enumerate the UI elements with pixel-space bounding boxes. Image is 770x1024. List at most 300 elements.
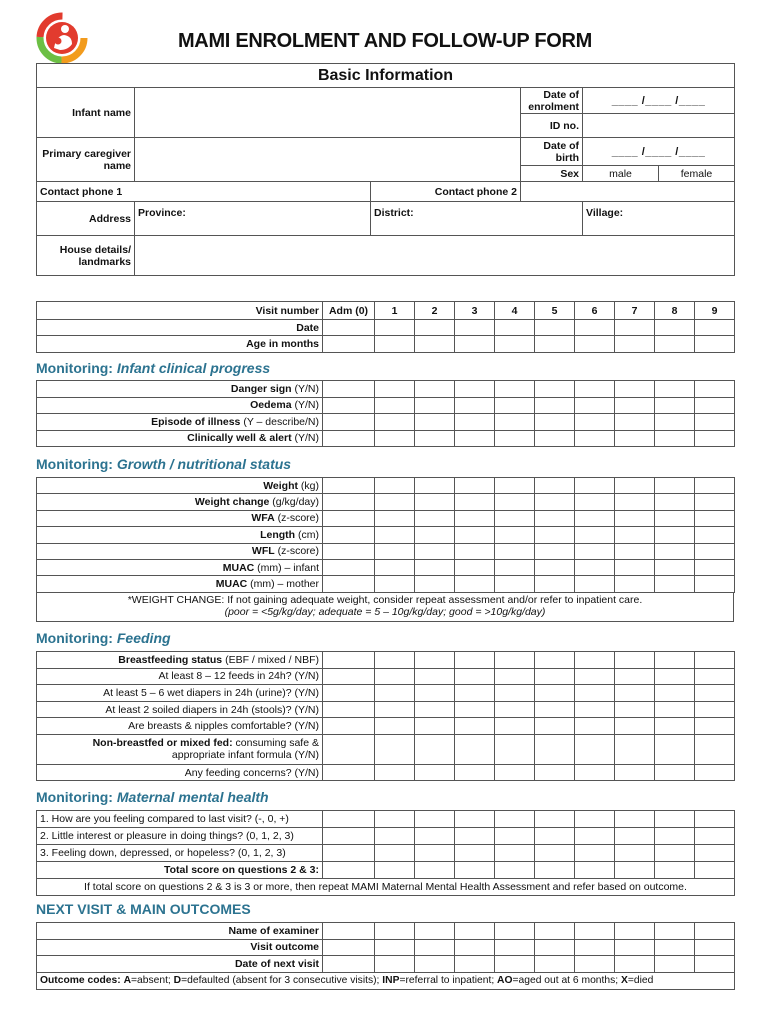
entry-cell[interactable] (655, 923, 695, 940)
entry-cell[interactable] (455, 811, 495, 828)
entry-cell[interactable] (615, 811, 655, 828)
entry-cell[interactable] (695, 685, 735, 702)
entry-cell[interactable] (455, 336, 495, 353)
entry-cell[interactable] (535, 685, 575, 702)
entry-cell[interactable] (655, 764, 695, 781)
entry-cell[interactable] (415, 510, 455, 526)
entry-cell[interactable] (455, 430, 495, 447)
entry-cell[interactable] (495, 543, 535, 559)
entry-cell[interactable] (375, 336, 415, 353)
table-row (37, 811, 735, 828)
entry-cell[interactable] (655, 397, 695, 414)
entry-cell[interactable] (455, 718, 495, 735)
entry-cell[interactable] (323, 381, 375, 398)
entry-cell[interactable] (455, 576, 495, 592)
entry-cell[interactable] (615, 652, 655, 669)
entry-cell[interactable] (323, 336, 375, 353)
entry-cell[interactable] (615, 478, 655, 494)
entry-cell[interactable] (375, 828, 415, 845)
entry-cell[interactable] (575, 862, 615, 879)
entry-cell[interactable] (323, 668, 375, 685)
entry-cell[interactable] (695, 862, 735, 879)
entry-cell[interactable] (495, 397, 535, 414)
entry-cell[interactable] (655, 701, 695, 718)
entry-cell[interactable] (615, 668, 655, 685)
entry-cell[interactable] (375, 764, 415, 781)
entry-cell[interactable] (323, 527, 375, 543)
infant-name-field[interactable] (135, 88, 521, 138)
entry-cell[interactable] (695, 336, 735, 353)
entry-cell[interactable] (575, 668, 615, 685)
entry-cell[interactable] (575, 939, 615, 956)
entry-cell[interactable] (535, 734, 575, 764)
entry-cell[interactable] (415, 576, 455, 592)
visit-col-4: 4 (495, 302, 535, 320)
entry-cell[interactable] (375, 478, 415, 494)
row-label-text: (z-score) (274, 512, 319, 525)
village-field[interactable]: Village: (583, 202, 735, 236)
entry-cell[interactable] (375, 576, 415, 592)
entry-cell[interactable] (455, 845, 495, 862)
entry-cell[interactable] (535, 559, 575, 575)
mental-total-label: Total score on questions 2 & 3: (37, 862, 323, 879)
entry-cell[interactable] (495, 734, 535, 764)
entry-cell[interactable] (415, 811, 455, 828)
entry-cell[interactable] (495, 811, 535, 828)
entry-cell[interactable] (615, 845, 655, 862)
entry-cell[interactable] (323, 718, 375, 735)
entry-cell[interactable] (615, 320, 655, 336)
entry-cell[interactable] (575, 828, 615, 845)
entry-cell[interactable] (375, 320, 415, 336)
entry-cell[interactable] (495, 414, 535, 431)
entry-cell[interactable] (575, 430, 615, 447)
entry-cell[interactable] (495, 430, 535, 447)
entry-cell[interactable] (455, 701, 495, 718)
entry-cell[interactable] (323, 956, 375, 973)
province-field[interactable]: Province: (135, 202, 371, 236)
sex-female-option[interactable]: female (659, 166, 735, 182)
entry-cell[interactable] (375, 510, 415, 526)
entry-cell[interactable] (615, 543, 655, 559)
table-row (37, 336, 735, 353)
entry-cell[interactable] (375, 685, 415, 702)
table-row (37, 320, 735, 336)
entry-cell[interactable] (655, 685, 695, 702)
infant-name-label: Infant name (37, 88, 135, 138)
entry-cell[interactable] (575, 845, 615, 862)
entry-cell[interactable] (495, 718, 535, 735)
entry-cell[interactable] (535, 397, 575, 414)
entry-cell[interactable] (455, 668, 495, 685)
entry-cell[interactable] (455, 478, 495, 494)
entry-cell[interactable] (615, 527, 655, 543)
entry-cell[interactable] (455, 559, 495, 575)
entry-cell[interactable] (615, 939, 655, 956)
entry-cell[interactable] (375, 701, 415, 718)
entry-cell[interactable] (495, 336, 535, 353)
entry-cell[interactable] (535, 923, 575, 940)
entry-cell[interactable] (323, 811, 375, 828)
entry-cell[interactable] (575, 414, 615, 431)
entry-cell[interactable] (323, 652, 375, 669)
entry-cell[interactable] (455, 828, 495, 845)
entry-cell[interactable] (375, 381, 415, 398)
entry-cell[interactable] (415, 718, 455, 735)
entry-cell[interactable] (535, 701, 575, 718)
entry-cell[interactable] (375, 956, 415, 973)
entry-cell[interactable] (695, 478, 735, 494)
house-details-field[interactable] (135, 236, 735, 276)
entry-cell[interactable] (695, 320, 735, 336)
entry-cell[interactable] (323, 494, 375, 510)
entry-cell[interactable] (375, 811, 415, 828)
district-field[interactable]: District: (371, 202, 583, 236)
entry-cell[interactable] (575, 764, 615, 781)
entry-cell[interactable] (535, 652, 575, 669)
entry-cell[interactable] (535, 414, 575, 431)
contact2-field[interactable] (521, 182, 735, 202)
entry-cell[interactable] (695, 764, 735, 781)
entry-cell[interactable] (495, 764, 535, 781)
entry-cell[interactable] (415, 478, 455, 494)
entry-cell[interactable] (375, 527, 415, 543)
entry-cell[interactable] (615, 923, 655, 940)
entry-cell[interactable] (495, 652, 535, 669)
entry-cell[interactable] (575, 559, 615, 575)
entry-cell[interactable] (495, 685, 535, 702)
entry-cell[interactable] (655, 718, 695, 735)
entry-cell[interactable] (575, 685, 615, 702)
table-row (37, 923, 735, 940)
entry-cell[interactable] (695, 668, 735, 685)
sex-male-option[interactable]: male (583, 166, 659, 182)
entry-cell[interactable] (575, 734, 615, 764)
entry-cell[interactable] (575, 336, 615, 353)
entry-cell[interactable] (655, 576, 695, 592)
entry-cell[interactable] (575, 381, 615, 398)
entry-cell[interactable] (695, 543, 735, 559)
row-label (37, 718, 323, 735)
entry-cell[interactable] (415, 923, 455, 940)
entry-cell[interactable] (495, 668, 535, 685)
entry-cell[interactable] (455, 320, 495, 336)
entry-cell[interactable] (535, 939, 575, 956)
entry-cell[interactable] (535, 718, 575, 735)
entry-cell[interactable] (575, 320, 615, 336)
entry-cell[interactable] (323, 576, 375, 592)
entry-cell[interactable] (375, 939, 415, 956)
visit-col-9: 9 (695, 302, 735, 320)
date-enrol-field[interactable]: ____ /____ /____ (583, 88, 735, 114)
entry-cell[interactable] (455, 685, 495, 702)
entry-cell[interactable] (655, 811, 695, 828)
table-row (37, 939, 735, 956)
entry-cell[interactable] (535, 862, 575, 879)
entry-cell[interactable] (695, 956, 735, 973)
entry-cell[interactable] (655, 543, 695, 559)
entry-cell[interactable] (615, 701, 655, 718)
entry-cell[interactable] (575, 652, 615, 669)
entry-cell[interactable] (615, 397, 655, 414)
entry-cell[interactable] (415, 381, 455, 398)
entry-cell[interactable] (615, 381, 655, 398)
entry-cell[interactable] (535, 381, 575, 398)
entry-cell[interactable] (375, 718, 415, 735)
entry-cell[interactable] (655, 559, 695, 575)
entry-cell[interactable] (415, 320, 455, 336)
id-no-field[interactable] (583, 114, 735, 138)
entry-cell[interactable] (575, 956, 615, 973)
entry-cell[interactable] (323, 701, 375, 718)
entry-cell[interactable] (415, 527, 455, 543)
entry-cell[interactable] (415, 430, 455, 447)
entry-cell[interactable] (415, 845, 455, 862)
entry-cell[interactable] (615, 336, 655, 353)
entry-cell[interactable] (455, 414, 495, 431)
entry-cell[interactable] (615, 862, 655, 879)
entry-cell[interactable] (615, 956, 655, 973)
entry-cell[interactable] (655, 320, 695, 336)
entry-cell[interactable] (323, 828, 375, 845)
entry-cell[interactable] (455, 923, 495, 940)
entry-cell[interactable] (415, 862, 455, 879)
entry-cell[interactable] (695, 576, 735, 592)
entry-cell[interactable] (455, 956, 495, 973)
entry-cell[interactable] (415, 494, 455, 510)
row-label (37, 685, 323, 702)
entry-cell[interactable] (455, 652, 495, 669)
entry-cell[interactable] (695, 923, 735, 940)
entry-cell[interactable] (415, 414, 455, 431)
entry-cell[interactable] (415, 652, 455, 669)
entry-cell[interactable] (455, 939, 495, 956)
entry-cell[interactable] (455, 734, 495, 764)
entry-cell[interactable] (655, 336, 695, 353)
entry-cell[interactable] (655, 652, 695, 669)
entry-cell[interactable] (655, 939, 695, 956)
row-label-bold: MUAC (222, 561, 255, 574)
entry-cell[interactable] (375, 845, 415, 862)
entry-cell[interactable] (655, 494, 695, 510)
entry-cell[interactable] (375, 734, 415, 764)
entry-cell[interactable] (655, 527, 695, 543)
entry-cell[interactable] (695, 430, 735, 447)
entry-cell[interactable] (495, 701, 535, 718)
entry-cell[interactable] (495, 862, 535, 879)
entry-cell[interactable] (323, 478, 375, 494)
table-row (37, 414, 735, 431)
entry-cell[interactable] (615, 576, 655, 592)
entry-cell[interactable] (695, 828, 735, 845)
entry-cell[interactable] (375, 397, 415, 414)
entry-cell[interactable] (655, 414, 695, 431)
entry-cell[interactable] (323, 543, 375, 559)
entry-cell[interactable] (495, 527, 535, 543)
entry-cell[interactable] (695, 811, 735, 828)
entry-cell[interactable] (415, 668, 455, 685)
entry-cell[interactable] (323, 510, 375, 526)
entry-cell[interactable] (535, 811, 575, 828)
entry-cell[interactable] (615, 430, 655, 447)
entry-cell[interactable] (655, 478, 695, 494)
entry-cell[interactable] (455, 397, 495, 414)
entry-cell[interactable] (695, 701, 735, 718)
entry-cell[interactable] (323, 685, 375, 702)
entry-cell[interactable] (415, 956, 455, 973)
entry-cell[interactable] (535, 494, 575, 510)
entry-cell[interactable] (695, 939, 735, 956)
entry-cell[interactable] (375, 923, 415, 940)
entry-cell[interactable] (415, 559, 455, 575)
entry-cell[interactable] (615, 510, 655, 526)
entry-cell[interactable] (695, 381, 735, 398)
entry-cell[interactable] (575, 923, 615, 940)
entry-cell[interactable] (455, 764, 495, 781)
entry-cell[interactable] (535, 430, 575, 447)
entry-cell[interactable] (655, 734, 695, 764)
entry-cell[interactable] (695, 414, 735, 431)
entry-cell[interactable] (495, 956, 535, 973)
entry-cell[interactable] (695, 734, 735, 764)
entry-cell[interactable] (615, 685, 655, 702)
entry-cell[interactable] (495, 923, 535, 940)
entry-cell[interactable] (535, 543, 575, 559)
entry-cell[interactable] (535, 764, 575, 781)
entry-cell[interactable] (455, 381, 495, 398)
entry-cell[interactable] (415, 701, 455, 718)
entry-cell[interactable] (615, 828, 655, 845)
entry-cell[interactable] (655, 430, 695, 447)
entry-cell[interactable] (455, 510, 495, 526)
entry-cell[interactable] (615, 764, 655, 781)
entry-cell[interactable] (535, 845, 575, 862)
entry-cell[interactable] (575, 527, 615, 543)
entry-cell[interactable] (655, 510, 695, 526)
date-birth-field[interactable]: ____ /____ /____ (583, 138, 735, 166)
entry-cell[interactable] (415, 764, 455, 781)
entry-cell[interactable] (695, 652, 735, 669)
entry-cell[interactable] (495, 510, 535, 526)
entry-cell[interactable] (323, 764, 375, 781)
entry-cell[interactable] (575, 478, 615, 494)
mental-heading: Monitoring: Maternal mental health (36, 789, 269, 805)
entry-cell[interactable] (535, 510, 575, 526)
entry-cell[interactable] (495, 845, 535, 862)
entry-cell[interactable] (695, 559, 735, 575)
entry-cell[interactable] (323, 923, 375, 940)
row-label-text: (Y/N) (291, 382, 319, 395)
entry-cell[interactable] (495, 494, 535, 510)
entry-cell[interactable] (323, 734, 375, 764)
entry-cell[interactable] (323, 414, 375, 431)
entry-cell[interactable] (695, 510, 735, 526)
entry-cell[interactable] (655, 956, 695, 973)
entry-cell[interactable] (323, 397, 375, 414)
entry-cell[interactable] (323, 320, 375, 336)
entry-cell[interactable] (575, 397, 615, 414)
entry-cell[interactable] (375, 414, 415, 431)
entry-cell[interactable] (615, 734, 655, 764)
entry-cell[interactable] (415, 828, 455, 845)
entry-cell[interactable] (615, 718, 655, 735)
entry-cell[interactable] (575, 718, 615, 735)
entry-cell[interactable] (323, 559, 375, 575)
entry-cell[interactable] (695, 845, 735, 862)
entry-cell[interactable] (375, 543, 415, 559)
entry-cell[interactable] (415, 734, 455, 764)
entry-cell[interactable] (615, 414, 655, 431)
entry-cell[interactable] (495, 828, 535, 845)
entry-cell[interactable] (575, 494, 615, 510)
entry-cell[interactable] (535, 320, 575, 336)
entry-cell[interactable] (655, 668, 695, 685)
entry-cell[interactable] (535, 336, 575, 353)
entry-cell[interactable] (495, 939, 535, 956)
entry-cell[interactable] (575, 576, 615, 592)
entry-cell[interactable] (495, 478, 535, 494)
entry-cell[interactable] (495, 320, 535, 336)
entry-cell[interactable] (575, 811, 615, 828)
id-no-label: ID no. (521, 114, 583, 138)
entry-cell[interactable] (415, 336, 455, 353)
entry-cell[interactable] (575, 510, 615, 526)
entry-cell[interactable] (535, 478, 575, 494)
entry-cell[interactable] (375, 430, 415, 447)
entry-cell[interactable] (415, 939, 455, 956)
entry-cell[interactable] (655, 845, 695, 862)
entry-cell[interactable] (375, 494, 415, 510)
entry-cell[interactable] (655, 828, 695, 845)
entry-cell[interactable] (535, 956, 575, 973)
entry-cell[interactable] (535, 527, 575, 543)
entry-cell[interactable] (455, 862, 495, 879)
entry-cell[interactable] (455, 543, 495, 559)
entry-cell[interactable] (455, 494, 495, 510)
entry-cell[interactable] (695, 718, 735, 735)
entry-cell[interactable] (415, 543, 455, 559)
entry-cell[interactable] (495, 559, 535, 575)
entry-cell[interactable] (495, 381, 535, 398)
entry-cell[interactable] (615, 494, 655, 510)
entry-cell[interactable] (415, 685, 455, 702)
entry-cell[interactable] (575, 701, 615, 718)
entry-cell[interactable] (455, 527, 495, 543)
entry-cell[interactable] (695, 397, 735, 414)
entry-cell[interactable] (495, 576, 535, 592)
row-label-bold: WFA (251, 512, 275, 525)
entry-cell[interactable] (323, 939, 375, 956)
entry-cell[interactable] (615, 559, 655, 575)
entry-cell[interactable] (323, 430, 375, 447)
entry-cell[interactable] (535, 576, 575, 592)
entry-cell[interactable] (323, 862, 375, 879)
entry-cell[interactable] (655, 381, 695, 398)
entry-cell[interactable] (415, 397, 455, 414)
entry-cell[interactable] (535, 668, 575, 685)
entry-cell[interactable] (375, 862, 415, 879)
entry-cell[interactable] (375, 668, 415, 685)
entry-cell[interactable] (375, 652, 415, 669)
entry-cell[interactable] (575, 543, 615, 559)
caregiver-name-field[interactable] (135, 138, 521, 182)
entry-cell[interactable] (655, 862, 695, 879)
entry-cell[interactable] (695, 494, 735, 510)
entry-cell[interactable] (375, 559, 415, 575)
entry-cell[interactable] (323, 845, 375, 862)
entry-cell[interactable] (695, 527, 735, 543)
entry-cell[interactable] (535, 828, 575, 845)
